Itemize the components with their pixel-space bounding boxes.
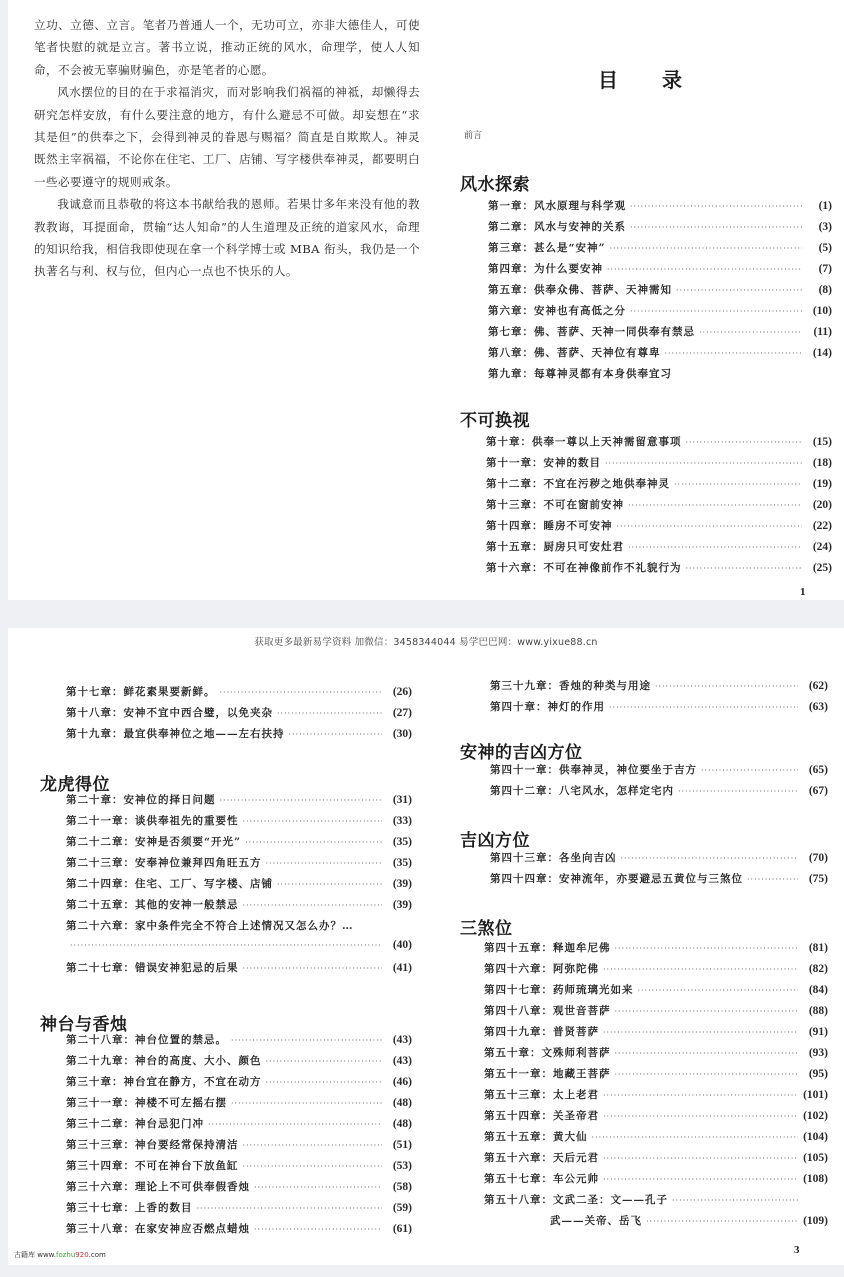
- toc-entry-label: 第五十一章：地藏王菩萨: [484, 1068, 611, 1080]
- toc-leader-dots: [197, 1204, 383, 1213]
- toc-entry-label: 第七章：佛、菩萨、天神一同供奉有禁忌: [488, 326, 695, 338]
- toc-title: 目录: [598, 68, 726, 92]
- toc-entry-label: 第三十一章：神楼不可左摇右摆: [66, 1097, 227, 1109]
- toc-entry-page: (61): [392, 1223, 412, 1235]
- toc-entry-label: 第十一章：安神的数目: [486, 457, 601, 469]
- toc-entry: [484, 1024, 828, 1045]
- toc-leader-dots: [676, 286, 802, 295]
- toc-leader-dots: [231, 1036, 382, 1045]
- toc-entry: [490, 678, 828, 699]
- toc-entry-page: (5): [818, 242, 832, 254]
- toc-entry-page: (25): [812, 562, 832, 574]
- toc-entry-list: [490, 762, 828, 804]
- toc-entry: [66, 897, 412, 918]
- toc-entry-page: (70): [808, 852, 828, 864]
- toc-entry-page: (8): [818, 284, 832, 296]
- toc-leader-dots: [607, 265, 802, 274]
- toc-entry-label: 第九章：每尊神灵都有本身供奉宜习: [488, 368, 672, 380]
- toc-leader-dots: [277, 709, 382, 718]
- toc-entry: [488, 219, 832, 240]
- toc-entry-label: 第四十三章：各坐向吉凶: [490, 852, 617, 864]
- intro-paragraph: 立功、立德、立言。笔者乃普通人一个，无功可立，亦非大德佳人，可使笔者快慰的就是立言。著书立说，推动正统的风水，命理学，使人人知命，不会被无辜骗财骗色，亦是笔者的心愿。: [34, 18, 420, 77]
- toc-leader-dots: [646, 1217, 798, 1226]
- toc-entry-label: 第三十二章：神台忌犯门冲: [66, 1118, 204, 1130]
- toc-entry: [66, 1074, 412, 1095]
- toc-entry-label: 第二十八章：神台位置的禁忌。: [66, 1034, 227, 1046]
- toc-entry-label: 第四十二章：八宅风水，怎样定宅内: [490, 785, 674, 797]
- toc-entry-label: 第五章：供奉众佛、菩萨、天神需知: [488, 284, 672, 296]
- toc-leader-dots: [672, 1196, 798, 1205]
- toc-entry-page: (59): [392, 1202, 412, 1214]
- toc-entry: [66, 1095, 412, 1116]
- toc-entry-list: [66, 792, 412, 981]
- toc-entry-page: (67): [808, 785, 828, 797]
- toc-leader-dots: [70, 941, 382, 950]
- toc-section-title: 三煞位: [460, 919, 513, 939]
- toc-entry: [484, 1066, 828, 1087]
- toc-entry: [488, 303, 832, 324]
- toc-leader-dots: [605, 459, 802, 468]
- toc-leader-dots: [610, 244, 802, 253]
- toc-entry-label: 第十章：供奉一尊以上天神需留意事项: [486, 436, 682, 448]
- toc-entry-label: 第十九章：最宜供奉神位之地——左右扶持: [66, 728, 285, 740]
- toc-entry-label: 第四十章：神灯的作用: [490, 701, 605, 713]
- toc-leader-dots: [609, 703, 798, 712]
- toc-entry-page: (22): [812, 520, 832, 532]
- toc-entry: [66, 813, 412, 834]
- toc-entry-label: 第五十六章：天后元君: [484, 1152, 599, 1164]
- toc-leader-dots: [254, 1225, 382, 1234]
- toc-leader-dots: [254, 1183, 382, 1192]
- toc-entry-page: (88): [808, 1005, 828, 1017]
- toc-entry-page: (63): [808, 701, 828, 713]
- toc-entry-page: (10): [812, 305, 832, 317]
- toc-entry: [484, 1003, 828, 1024]
- toc-entry: [484, 1108, 828, 1129]
- toc-entry-label: 第二十一章：谈供奉祖先的重要性: [66, 815, 239, 827]
- toc-entry-label: 第三十八章：在家安神应否燃点蜡烛: [66, 1223, 250, 1235]
- toc-leader-dots: [615, 944, 799, 953]
- toc-entry-page: (35): [392, 836, 412, 848]
- toc-entry-page: (43): [392, 1055, 412, 1067]
- toc-entry: [490, 699, 828, 720]
- toc-entry-page: (62): [808, 680, 828, 692]
- toc-entry-label: 第五十三章：太上老君: [484, 1089, 599, 1101]
- toc-entry: [66, 1032, 412, 1053]
- toc-entry-page: (39): [392, 878, 412, 890]
- toc-entry-list: [490, 678, 828, 720]
- toc-entry-page: (65): [808, 764, 828, 776]
- toc-entry-label: 第五十七章：车公元帅: [484, 1173, 599, 1185]
- toc-entry-label: 第六章：安神也有高低之分: [488, 305, 626, 317]
- document-page-1: [8, 0, 844, 600]
- toc-entry-label: 第二十四章：住宅、工厂、写字楼、店铺: [66, 878, 273, 890]
- toc-section-title: 龙虎得位: [40, 775, 110, 795]
- page-footer-watermark: [14, 1250, 106, 1260]
- document-page-2: [8, 628, 844, 1265]
- toc-leader-dots: [615, 1007, 799, 1016]
- toc-leader-dots: [674, 480, 802, 489]
- toc-leader-dots: [277, 880, 382, 889]
- toc-leader-dots: [603, 1028, 798, 1037]
- toc-entry-label: 第二十五章：其他的安神一般禁忌: [66, 899, 239, 911]
- toc-leader-dots: [603, 1154, 798, 1163]
- toc-entry-label: 第四十九章：普贤菩萨: [484, 1026, 599, 1038]
- toc-entry-label: 第四十七章：药师琉璃光如来: [484, 984, 634, 996]
- toc-entry-list: [486, 434, 832, 581]
- toc-entry-label: 第三十九章：香烛的种类与用途: [490, 680, 651, 692]
- toc-entry-list: [490, 850, 828, 892]
- toc-entry: [486, 518, 832, 539]
- toc-entry-list: [484, 940, 828, 1234]
- toc-entry-page: (33): [392, 815, 412, 827]
- toc-entry-label: 第三章：甚么是“安神”: [488, 242, 606, 254]
- toc-entry-page: (51): [392, 1139, 412, 1151]
- toc-entry-label: 第五十四章：关圣帝君: [484, 1110, 599, 1122]
- toc-section-title: 不可换视: [460, 411, 530, 431]
- toc-entry-page: (43): [392, 1034, 412, 1046]
- toc-entry-label: 第三十六章：理论上不可供奉假香烛: [66, 1181, 250, 1193]
- toc-entry-label: 第四章：为什么要安神: [488, 263, 603, 275]
- toc-entry-page: (53): [392, 1160, 412, 1172]
- toc-entry: [66, 1053, 412, 1074]
- toc-entry-list: [488, 198, 832, 387]
- toc-entry-label: 第三十四章：不可在神台下放鱼缸: [66, 1160, 239, 1172]
- toc-leader-dots: [617, 522, 803, 531]
- toc-entry-page: (48): [392, 1097, 412, 1109]
- toc-leader-dots: [603, 965, 798, 974]
- toc-leader-dots: [243, 964, 383, 973]
- toc-leader-dots: [630, 202, 802, 211]
- toc-entry: [484, 1150, 828, 1171]
- toc-leader-dots: [220, 688, 383, 697]
- toc-entry: [488, 198, 832, 219]
- toc-entry-page: (95): [808, 1068, 828, 1080]
- toc-leader-dots: [628, 543, 802, 552]
- toc-entry-page: (35): [392, 857, 412, 869]
- toc-leader-dots: [266, 859, 383, 868]
- toc-leader-dots: [220, 796, 383, 805]
- toc-entry: [486, 539, 832, 560]
- toc-leader-dots: [243, 1141, 383, 1150]
- toc-entry: [484, 1129, 828, 1150]
- toc-leader-dots: [245, 838, 382, 847]
- toc-entry-page: (1): [818, 200, 832, 212]
- toc-entry-page: (24): [812, 541, 832, 553]
- toc-leader-dots: [615, 1070, 799, 1079]
- toc-entry: [66, 960, 412, 981]
- toc-leader-dots: [678, 787, 798, 796]
- toc-entry-page: (7): [818, 263, 832, 275]
- toc-entry: [484, 1045, 828, 1066]
- toc-entry-page: (11): [813, 326, 832, 338]
- toc-entry-label: 第四十四章：安神流年，亦要避忌五黄位与三煞位: [490, 873, 743, 885]
- toc-entry: [488, 324, 832, 345]
- toc-section-title: 风水探索: [460, 175, 530, 195]
- toc-leader-dots: [603, 1091, 798, 1100]
- toc-entry-page: (108): [803, 1173, 828, 1185]
- toc-leader-dots: [603, 1175, 798, 1184]
- toc-entry-label: 第五十章：文殊师利菩萨: [484, 1047, 611, 1059]
- toc-entry: [66, 792, 412, 813]
- toc-entry-label: 第五十五章：黄大仙: [484, 1131, 588, 1143]
- toc-entry: [488, 282, 832, 303]
- toc-entry: [66, 1116, 412, 1137]
- toc-entry-page: (31): [392, 794, 412, 806]
- toc-leader-dots: [638, 986, 799, 995]
- toc-entry-page: (101): [803, 1089, 828, 1101]
- toc-leader-dots: [621, 854, 799, 863]
- toc-entry: [484, 982, 828, 1003]
- intro-paragraph: 我诚意而且恭敬的将这本书献给我的恩师。若果廿多年来没有他的教教教诲，耳提面命，贯输“达人知命”的人生道理及正统的道家风水，命理的知识给我，相信我即使现在拿一个科学博士或 MBA 衔头，我仍是一个执著名与利、权与位，但内心一点也不快乐的人。: [34, 197, 420, 279]
- toc-entry-label: 第三十章：神台宜在静方，不宜在动方: [66, 1076, 262, 1088]
- toc-entry-page: (93): [808, 1047, 828, 1059]
- toc-leader-dots: [266, 1057, 383, 1066]
- toc-section-title: 安神的吉凶方位: [460, 743, 583, 763]
- toc-entry: [66, 855, 412, 876]
- toc-leader-dots: [243, 817, 383, 826]
- toc-entry: [66, 939, 412, 960]
- toc-leader-dots: [603, 1112, 798, 1121]
- toc-entry-page: (58): [392, 1181, 412, 1193]
- toc-leader-dots: [289, 730, 383, 739]
- toc-entry-label: 第二十六章：家中条件完全不符合上述情况又怎么办？…: [66, 920, 354, 932]
- toc-entry: [66, 1158, 412, 1179]
- intro-text: [34, 14, 420, 283]
- toc-entry-label: 第四十一章：供奉神灵，神位要坐于吉方: [490, 764, 697, 776]
- toc-leader-dots: [747, 875, 798, 884]
- footer-green: fozhu: [55, 1251, 76, 1259]
- toc-entry: [488, 345, 832, 366]
- toc-entry: [490, 783, 828, 804]
- toc-entry-label: 第十八章：安神不宜中西合璧，以免夹杂: [66, 707, 273, 719]
- toc-leader-dots: [243, 901, 383, 910]
- toc-leader-dots: [630, 223, 802, 232]
- toc-entry-page: (75): [808, 873, 828, 885]
- toc-entry-label: 第四十八章：观世音菩萨: [484, 1005, 611, 1017]
- toc-leader-dots: [208, 1120, 382, 1129]
- toc-leader-dots: [655, 682, 798, 691]
- toc-entry-page: (18): [812, 457, 832, 469]
- toc-entry-label: 第三十三章：神台要经常保持清洁: [66, 1139, 239, 1151]
- toc-entry: [488, 240, 832, 261]
- toc-entry-label: 第十六章：不可在神像前作不礼貌行为: [486, 562, 682, 574]
- footer-red: 920: [75, 1251, 89, 1259]
- toc-leader-dots: [686, 564, 803, 573]
- toc-entry-label: 第十四章：睡房不可安神: [486, 520, 613, 532]
- toc-entry: [484, 1213, 828, 1234]
- toc-entry-page: (48): [392, 1118, 412, 1130]
- toc-entry: [66, 918, 412, 939]
- toc-entry-label: 第二十章：安神位的择日问题: [66, 794, 216, 806]
- toc-entry-page: (91): [808, 1026, 828, 1038]
- toc-entry: [486, 434, 832, 455]
- toc-entry: [66, 1179, 412, 1200]
- toc-leader-dots: [665, 349, 803, 358]
- toc-entry-page: (20): [812, 499, 832, 511]
- toc-entry: [488, 261, 832, 282]
- toc-entry-label: 第四十五章：释迦牟尼佛: [484, 942, 611, 954]
- toc-leader-dots: [243, 1162, 383, 1171]
- toc-entry-label: 第十五章：厨房只可安灶君: [486, 541, 624, 553]
- toc-leader-dots: [630, 307, 802, 316]
- toc-entry-page: (105): [803, 1152, 828, 1164]
- toc-leader-dots: [699, 328, 802, 337]
- toc-entry-page: (39): [392, 899, 412, 911]
- toc-entry: [66, 684, 412, 705]
- toc-entry-label: 第二章：风水与安神的关系: [488, 221, 626, 233]
- page-number: 1: [800, 586, 806, 598]
- toc-entry: [66, 876, 412, 897]
- toc-entry: [484, 961, 828, 982]
- toc-entry: [490, 850, 828, 871]
- toc-entry-label: 第四十六章：阿弥陀佛: [484, 963, 599, 975]
- toc-entry: [66, 1221, 412, 1242]
- toc-entry-label: 第二十二章：安神是否须要“开光”: [66, 836, 242, 848]
- toc-entry: [66, 834, 412, 855]
- toc-preface-entry: 前言: [464, 131, 483, 141]
- toc-entry-label: 第八章：佛、菩萨、天神位有尊卑: [488, 347, 661, 359]
- toc-entry-page: (82): [808, 963, 828, 975]
- toc-entry: [484, 1087, 828, 1108]
- toc-entry: [488, 366, 832, 387]
- toc-entry-label: 第五十八章：文武二圣：文——孔子: [484, 1194, 668, 1206]
- page-header-note: 获取更多最新易学资料 加微信：3458344044 易学巴巴网：www.yixue88.cn: [254, 637, 598, 648]
- toc-entry-page: (15): [812, 436, 832, 448]
- toc-entry-page: (30): [392, 728, 412, 740]
- toc-entry: [484, 940, 828, 961]
- toc-entry: [66, 726, 412, 747]
- toc-entry: [484, 1171, 828, 1192]
- toc-entry-label: 第二十九章：神台的高度、大小、颜色: [66, 1055, 262, 1067]
- toc-leader-dots: [266, 1078, 383, 1087]
- toc-entry-label: 第一章：风水原理与科学观: [488, 200, 626, 212]
- toc-section-title: 神台与香烛: [40, 1015, 128, 1035]
- toc-entry: [66, 1137, 412, 1158]
- toc-entry-page: (19): [812, 478, 832, 490]
- toc-entry: [486, 476, 832, 497]
- toc-entry-label: 第十二章：不宜在污秽之地供奉神灵: [486, 478, 670, 490]
- toc-entry-page: (81): [808, 942, 828, 954]
- toc-entry-page: (102): [803, 1110, 828, 1122]
- toc-entry-page: (84): [808, 984, 828, 996]
- toc-entry-page: (40): [392, 939, 412, 951]
- toc-entry-label: 第十七章：鲜花素果要新鲜。: [66, 686, 216, 698]
- toc-entry: [484, 1192, 828, 1213]
- footer-suffix: .com: [88, 1251, 106, 1259]
- toc-entry: [486, 497, 832, 518]
- toc-entry-page: (26): [392, 686, 412, 698]
- toc-entry: [490, 871, 828, 892]
- toc-entry: [486, 455, 832, 476]
- toc-entry-label: 第三十七章：上香的数目: [66, 1202, 193, 1214]
- toc-entry-page: (109): [803, 1215, 828, 1227]
- toc-entry: [490, 762, 828, 783]
- toc-leader-dots: [615, 1049, 799, 1058]
- page-number: 3: [794, 1244, 800, 1256]
- toc-section-title: 吉凶方位: [460, 831, 530, 851]
- toc-leader-dots: [701, 766, 798, 775]
- toc-entry: [66, 1200, 412, 1221]
- toc-entry: [486, 560, 832, 581]
- toc-entry-label: 第二十三章：安奉神位兼拜四角旺五方: [66, 857, 262, 869]
- toc-entry-list: [66, 684, 412, 747]
- toc-entry-page: (104): [803, 1131, 828, 1143]
- toc-entry-list: [66, 1032, 412, 1242]
- toc-entry-label: 武——关帝、岳飞: [550, 1215, 642, 1227]
- toc-entry-label: 第十三章：不可在窗前安神: [486, 499, 624, 511]
- toc-leader-dots: [592, 1133, 799, 1142]
- toc-entry-page: (46): [392, 1076, 412, 1088]
- footer-prefix: 古籍库 www.: [14, 1251, 56, 1259]
- toc-entry-page: (3): [818, 221, 832, 233]
- toc-entry-page: (41): [392, 962, 412, 974]
- toc-entry-page: (27): [392, 707, 412, 719]
- toc-leader-dots: [628, 501, 802, 510]
- toc-entry-label: 第二十七章：错误安神犯忌的后果: [66, 962, 239, 974]
- toc-entry-page: (14): [812, 347, 832, 359]
- toc-leader-dots: [686, 438, 803, 447]
- intro-paragraph: 风水摆位的目的在于求福消灾，而对影响我们祸福的神祗，却懒得去研究怎样安放，有什么要注意的地方，有什么避忌不可做。却妄想在“求其是但”的供奉之下，会得到神灵的眷恩与赐福？简直是自欺欺人。神灵既然主宰祸福，不论你在住宅、工厂、店铺、写字楼供奉神灵，都要明白一些必要遵守的规则戒条。: [34, 85, 420, 189]
- toc-leader-dots: [231, 1099, 382, 1108]
- toc-entry: [66, 705, 412, 726]
